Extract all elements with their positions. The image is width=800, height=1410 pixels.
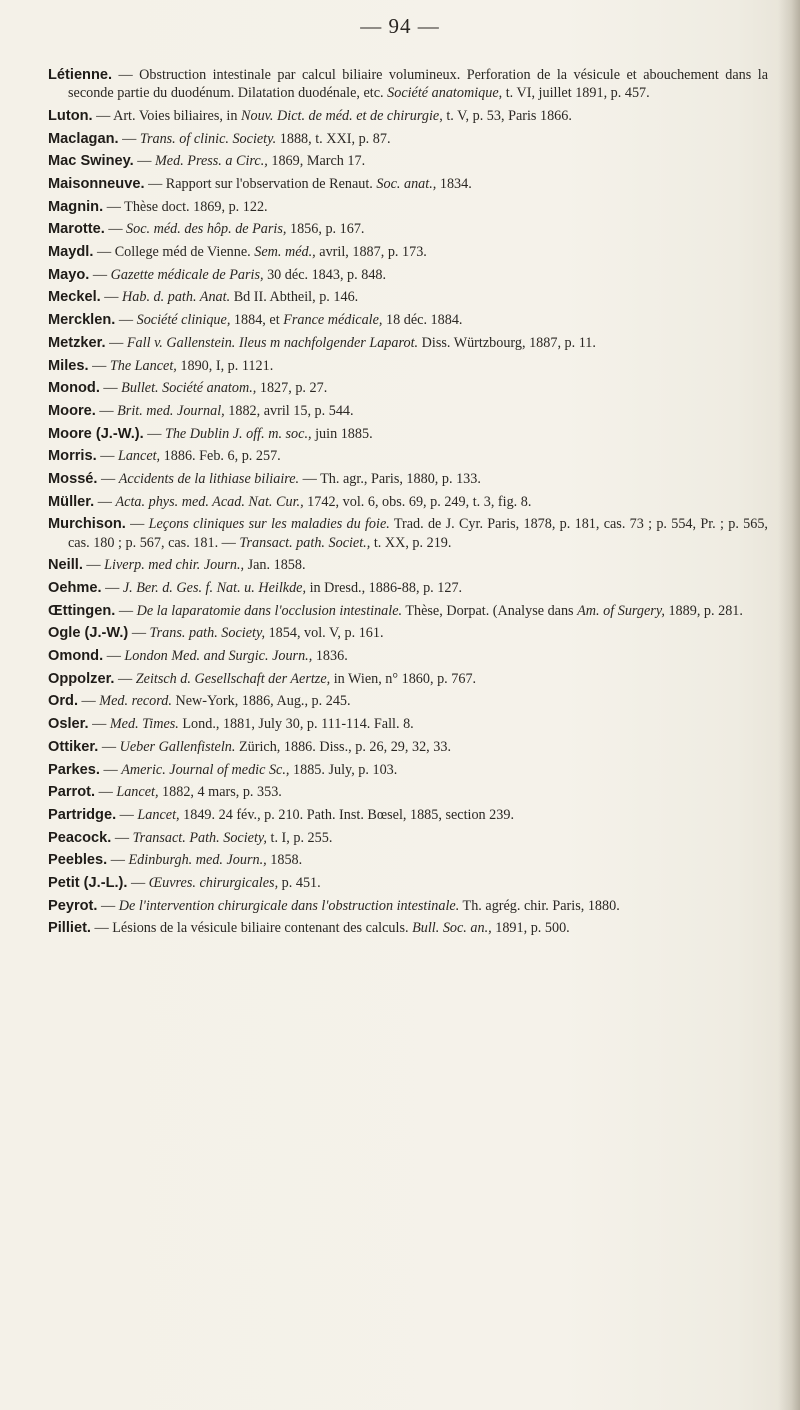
entry-text: —: [88, 716, 110, 733]
entry-text: 1886. Feb. 6, p. 257.: [160, 448, 281, 465]
entry-author: Létienne.: [48, 67, 113, 83]
entry-text: avril, 1887, p. 173.: [315, 244, 427, 261]
entry-journal-title: Fall v. Gallenstein. Ileus m nachfolgender Laparot.: [126, 334, 419, 351]
entry-journal-title: Nouv. Dict. de méd. et de chirurgie: [241, 107, 440, 124]
entry-text: — College méd de Vienne.: [93, 244, 255, 261]
bibliography-entry: [48, 738, 768, 756]
entry-journal-title: Transact. path. Societ.,: [239, 534, 371, 551]
page-number: — 94 —: [360, 14, 440, 38]
entry-journal-title: Am. of Surgery,: [577, 602, 665, 619]
bibliography-entry: [48, 66, 768, 103]
entry-journal-title: Edinburgh. med. Journ.,: [128, 852, 267, 869]
entry-author: Partridge.: [48, 806, 117, 823]
entry-journal-title: Soc. méd. des hôp. de Paris,: [126, 221, 287, 238]
entry-text: Diss. Würtzbourg, 1887, p. 11.: [418, 334, 596, 351]
entry-text: — Lésions de la vésicule biliaire contenant des calculs.: [90, 920, 413, 937]
entry-text: 1885. July, p. 103.: [289, 761, 398, 778]
entry-author: Meckel.: [48, 289, 101, 306]
entry-author: Neill.: [48, 557, 83, 574]
entry-journal-title: Société clinique,: [136, 312, 231, 329]
entry-text: p. 451.: [278, 874, 321, 891]
entry-author: Parkes.: [48, 761, 100, 778]
entry-journal-title: France médicale,: [283, 312, 383, 329]
entry-author: Monod.: [48, 380, 100, 397]
entry-author: Murchison.: [48, 516, 126, 533]
entry-text: Lond., 1881, July 30, p. 111-114. Fall. 8.: [178, 716, 414, 733]
entry-text: 18 déc. 1884.: [382, 312, 463, 329]
entry-text: 1856, p. 167.: [286, 221, 365, 238]
entry-author: Mossé.: [48, 470, 98, 487]
entry-author: Müller.: [48, 493, 95, 510]
entry-text: —: [88, 357, 110, 374]
entry-author: Osler.: [48, 716, 89, 733]
entry-text: 1849. 24 fév., p. 210. Path. Inst. Bœsel, 1885, section 239.: [179, 806, 515, 823]
entry-text: —: [114, 670, 136, 687]
bibliography-entry: [48, 334, 768, 352]
entry-text: —: [95, 402, 118, 419]
bibliography-entry: [48, 806, 768, 824]
entry-text: — Obstruction intestinale par calcul biliaire volumineux. Perforation de la vésicule et abouchement dans la seconde partie du duodénum. Dilatation duodénale, etc.: [68, 67, 768, 102]
entry-author: Moore.: [48, 402, 96, 419]
entry-journal-title: Brit. med. Journal,: [117, 402, 225, 419]
entry-journal-title: Trans. of clinic. Society.: [139, 130, 277, 147]
entry-journal-title: Société anatomique: [387, 85, 499, 102]
entry-text: 30 déc. 1843, p. 848.: [263, 266, 387, 283]
entry-text: —: [107, 852, 129, 869]
entry-text: —: [98, 738, 120, 755]
entry-journal-title: Soc. anat.,: [376, 176, 437, 193]
entry-author: Maydl.: [48, 244, 94, 261]
entry-author: Maisonneuve.: [48, 176, 145, 193]
entry-author: Mercklen.: [48, 312, 116, 329]
bibliography-entry: [48, 266, 768, 284]
entry-text: 1854, vol. V, p. 161.: [265, 625, 384, 642]
entry-author: Ord.: [48, 693, 78, 710]
entry-text: —: [97, 897, 119, 914]
entry-text: in Dresd., 1886-88, p. 127.: [306, 580, 463, 597]
entry-journal-title: London Med. and Surgic. Journ.,: [124, 648, 313, 665]
entry-author: Marotte.: [48, 221, 105, 238]
entry-text: Jan. 1858.: [244, 557, 306, 574]
entry-author: Metzker.: [48, 334, 106, 351]
entry-author: Peacock.: [48, 829, 112, 846]
entry-journal-title: J. Ber. d. Ges. f. Nat. u. Heilkde,: [122, 580, 307, 597]
bibliography-entry: [48, 402, 768, 420]
entry-journal-title: Gazette médicale de Paris,: [110, 266, 264, 283]
bibliography-entry: [48, 670, 768, 688]
entry-text: —: [103, 648, 125, 665]
entry-journal-title: Sem. méd.,: [254, 244, 316, 261]
entry-text: 1869, March 17.: [267, 153, 366, 170]
entry-journal-title: Zeitsch d. Gesellschaft der Aertze,: [135, 670, 331, 687]
entry-journal-title: Liverp. med chir. Journ.,: [104, 557, 245, 574]
entry-text: —: [96, 448, 118, 465]
entry-author: Mayo.: [48, 266, 90, 283]
entry-text: t. XX, p. 219.: [370, 534, 452, 551]
entry-author: Morris.: [48, 448, 97, 465]
bibliography-entry: [48, 447, 768, 465]
entry-text: 1884, et: [230, 312, 284, 329]
entry-author: Oppolzer.: [48, 670, 115, 687]
bibliography-entry: [48, 874, 768, 892]
bibliography-entry: [48, 851, 768, 869]
entry-author: Omond.: [48, 648, 104, 665]
entry-text: Trad. de J. Cyr. Paris, 1878, p. 181, cas. 73 ; p. 554, Pr. ; p. 565, cas. 180 ; p. 567, cas. 181. —: [68, 516, 768, 551]
bibliography-entry: [48, 107, 768, 125]
entry-journal-title: Œuvres. chirurgicales,: [148, 874, 279, 891]
entry-text: — Rapport sur l'observation de Renaut.: [144, 176, 377, 193]
entry-journal-title: Trans. path. Society,: [149, 625, 266, 642]
entry-text: Zürich, 1886. Diss., p. 26, 29, 32, 33.: [235, 738, 451, 755]
entry-text: Th. agrég. chir. Paris, 1880.: [459, 897, 620, 914]
entry-text: 1836.: [312, 648, 348, 665]
entry-journal-title: Transact. Path. Society,: [132, 829, 267, 846]
entry-text: —: [133, 153, 155, 170]
entry-author: Maclagan.: [48, 130, 119, 147]
entry-text: —: [111, 829, 133, 846]
entry-text: 1889, p. 281.: [664, 602, 743, 619]
entry-text: —: [118, 130, 140, 147]
entry-text: —: [115, 312, 137, 329]
bibliography-entry: [48, 243, 768, 261]
entry-journal-title: Accidents de la lithiase biliaire.: [118, 470, 300, 487]
bibliography-entry: [48, 357, 768, 375]
bibliography-entry: [48, 624, 768, 642]
entry-author: Parrot.: [48, 784, 96, 801]
entry-author: Ottiker.: [48, 738, 99, 755]
bibliography-entry: [48, 647, 768, 665]
entry-text: —: [101, 580, 123, 597]
bibliography-entry: [48, 220, 768, 238]
page-edge-shadow: [778, 0, 800, 1410]
bibliography-list: [48, 66, 768, 942]
entry-text: Bd II. Abtheil, p. 146.: [230, 289, 359, 306]
entry-journal-title: The Dublin J. off. m. soc.,: [164, 425, 312, 442]
entry-author: Ogle (J.-W.): [48, 625, 129, 642]
entry-text: —: [97, 470, 119, 487]
bibliography-entry: [48, 692, 768, 710]
entry-text: 1858.: [266, 852, 303, 869]
entry-journal-title: Bull. Soc. an.,: [412, 920, 492, 937]
entry-text: —: [82, 557, 105, 574]
entry-author: Oehme.: [48, 580, 102, 597]
entry-text: —: [89, 266, 111, 283]
entry-author: Peyrot.: [48, 897, 98, 914]
entry-text: 1882, 4 mars, p. 353.: [158, 784, 282, 801]
bibliography-entry: [48, 198, 768, 216]
entry-text: —: [125, 516, 149, 533]
entry-text: 1827, p. 27.: [256, 380, 328, 397]
entry-journal-title: Hab. d. path. Anat.: [122, 289, 231, 306]
bibliography-entry: [48, 311, 768, 329]
entry-text: —: [115, 602, 137, 619]
bibliography-entry: [48, 556, 768, 574]
bibliography-entry: [48, 175, 768, 193]
bibliography-entry: [48, 515, 768, 552]
entry-text: , t. VI, juillet 1891, p. 457.: [498, 85, 650, 102]
bibliography-entry: [48, 130, 768, 148]
entry-text: 1882, avril 15, p. 544.: [224, 402, 354, 419]
entry-journal-title: Med. Times.: [109, 716, 179, 733]
bibliography-entry: [48, 152, 768, 170]
entry-text: , t. V, p. 53, Paris 1866.: [439, 107, 572, 124]
entry-journal-title: Ueber Gallenfisteln.: [119, 738, 236, 755]
entry-author: Petit (J.-L.).: [48, 874, 128, 891]
bibliography-entry: [48, 715, 768, 733]
bibliography-entry: [48, 288, 768, 306]
entry-text: 1742, vol. 6, obs. 69, p. 249, t. 3, fig. 8.: [303, 493, 532, 510]
entry-journal-title: Bullet. Société anatom.,: [121, 380, 257, 397]
bibliography-entry: [48, 783, 768, 801]
bibliography-entry: [48, 470, 768, 488]
entry-author: Peebles.: [48, 852, 108, 869]
bibliography-entry: [48, 493, 768, 511]
bibliography-entry: [48, 425, 768, 443]
entry-text: —: [99, 380, 122, 397]
entry-text: — Th. agr., Paris, 1880, p. 133.: [299, 470, 481, 487]
entry-text: 1834.: [436, 176, 472, 193]
entry-author: Moore (J.-W.).: [48, 425, 144, 442]
entry-text: —: [100, 289, 123, 306]
entry-text: —: [143, 425, 165, 442]
bibliography-entry: [48, 829, 768, 847]
entry-text: 1891, p. 500.: [491, 920, 570, 937]
entry-journal-title: Americ. Journal of medic Sc.,: [121, 761, 290, 778]
entry-journal-title: Med. Press. a Circ.,: [154, 153, 268, 170]
entry-text: —: [99, 761, 122, 778]
bibliography-entry: [48, 761, 768, 779]
entry-journal-title: Lancet,: [117, 448, 161, 465]
entry-journal-title: The Lancet,: [109, 357, 177, 374]
bibliography-entry: [48, 919, 768, 937]
bibliography-entry: [48, 897, 768, 915]
entry-author: Œttingen.: [48, 602, 116, 619]
entry-text: —: [104, 221, 127, 238]
entry-author: Luton.: [48, 107, 93, 124]
entry-text: 1888, t. XXI, p. 87.: [276, 130, 391, 147]
entry-journal-title: Med. record.: [99, 693, 172, 710]
entry-text: —: [127, 874, 149, 891]
bibliography-entry: [48, 602, 768, 620]
entry-author: Magnin.: [48, 198, 104, 215]
entry-text: —: [116, 806, 138, 823]
entry-author: Mac Swiney.: [48, 153, 134, 170]
entry-text: —: [94, 493, 116, 510]
entry-text: —: [105, 334, 127, 351]
entry-text: t. I, p. 255.: [266, 829, 333, 846]
entry-journal-title: De l'intervention chirurgicale dans l'obstruction intestinale.: [118, 897, 460, 914]
entry-journal-title: De la laparatomie dans l'occlusion intestinale.: [136, 602, 403, 619]
bibliography-entry: [48, 379, 768, 397]
entry-author: Pilliet.: [48, 920, 91, 937]
entry-text: — Art. Voies biliaires, in: [92, 107, 242, 124]
entry-text: Thèse, Dorpat. (Analyse dans: [402, 602, 578, 619]
entry-journal-title: Acta. phys. med. Acad. Nat. Cur.,: [115, 493, 304, 510]
entry-text: juin 1885.: [311, 425, 373, 442]
entry-text: in Wien, n° 1860, p. 767.: [330, 670, 477, 687]
entry-text: —: [128, 625, 150, 642]
entry-journal-title: Lancet,: [116, 784, 159, 801]
entry-text: —: [78, 693, 100, 710]
entry-text: 1890, I, p. 1121.: [176, 357, 274, 374]
entry-text: New-York, 1886, Aug., p. 245.: [171, 693, 351, 710]
entry-journal-title: Leçons cliniques sur les maladies du foie.: [148, 516, 390, 533]
bibliography-entry: [48, 579, 768, 597]
entry-text: —: [95, 784, 117, 801]
entry-author: Miles.: [48, 357, 89, 374]
entry-text: — Thèse doct. 1869, p. 122.: [103, 198, 268, 215]
entry-journal-title: Lancet,: [137, 806, 180, 823]
